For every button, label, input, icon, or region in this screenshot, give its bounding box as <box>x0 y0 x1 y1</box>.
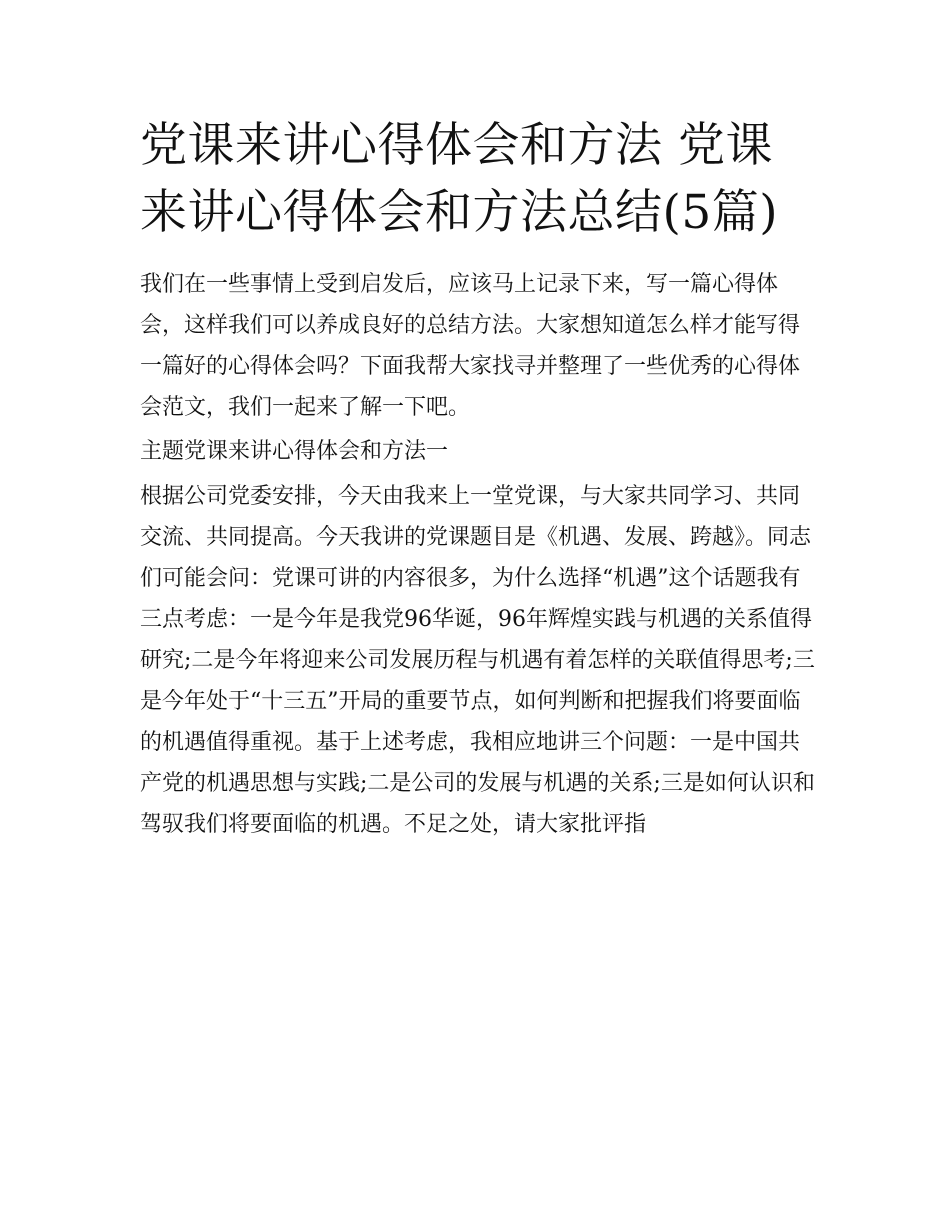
section-heading: 主题党课来讲心得体会和方法一 <box>140 439 449 464</box>
intro-paragraph: 我们在一些事情上受到启发后，应该马上记录下来，写一篇心得体会，这样我们可以养成良好的总结方法。大家想知道怎么样才能写得一篇好的心得体会吗？下面我帮大家找寻并整理了一些优秀的心得体会范文，我们一起来了解一下吧。 <box>140 272 801 420</box>
document-page <box>140 112 818 845</box>
document-title: 党课来讲心得体会和方法 党课来讲心得体会和方法总结(5篇) <box>140 118 779 240</box>
body-paragraph: 根据公司党委安排，今天由我来上一堂党课，与大家共同学习、共同交流、共同提高。今天我讲的党课题目是《机遇、发展、跨越》。同志们可能会问：党课可讲的内容很多，为什么选择“机遇”这个话题我有三点考虑：一是今年是我党96华诞，96年辉煌实践与机遇的关系值得研究;二是今年将迎来公司发展历程与机遇有着怎样的关联值得思考;三是今年处于“十三五”开局的重要节点，如何判断和把握我们将要面临的机遇值得重视。基于上述考虑，我相应地讲三个问题：一是中国共产党的机遇思想与实践;二是公司的发展与机遇的关系;三是如何认识和驾驭我们将要面临的机遇。不足之处，请大家批评指 <box>140 484 815 837</box>
